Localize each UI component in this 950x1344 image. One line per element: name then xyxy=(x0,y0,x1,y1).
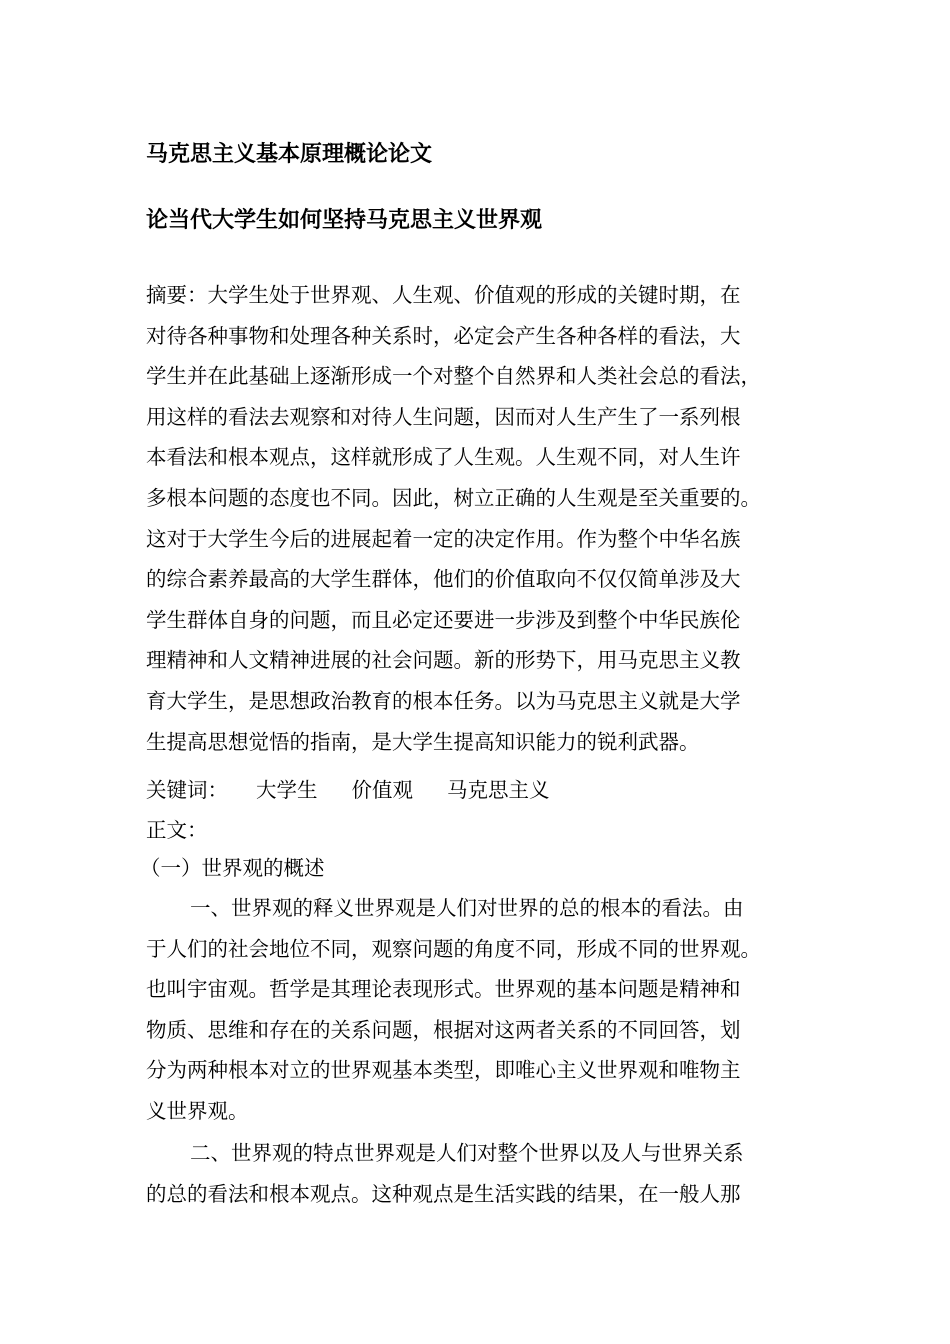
keywords-row xyxy=(146,770,584,810)
keyword: 马克思主义 xyxy=(447,778,550,802)
paragraph-worldview-features xyxy=(146,1133,826,1214)
abstract-line: 生提高思想觉悟的指南，是大学生提高知识能力的锐利武器。 xyxy=(146,729,700,754)
paragraph-line: 分为两种根本对立的世界观基本类型，即唯心主义世界观和唯物主 xyxy=(146,1058,741,1083)
paragraph-line: 义世界观。 xyxy=(146,1098,249,1123)
abstract-line: 本看法和根本观点，这样就形成了人生观。人生观不同，对人生许 xyxy=(146,445,741,470)
abstract-paragraph xyxy=(146,275,826,762)
keywords-label: 关键词： xyxy=(146,778,228,802)
document-subtitle: 论当代大学生如何坚持马克思主义世界观 xyxy=(146,208,543,233)
paragraph-worldview-definition xyxy=(146,888,826,1132)
keyword: 大学生 xyxy=(256,778,318,802)
abstract-line: 摘要：大学生处于世界观、人生观、价值观的形成的关键时期，在 xyxy=(146,283,741,307)
paragraph-line: 一、世界观的释义世界观是人们对世界的总的根本的看法。由 xyxy=(190,896,744,920)
abstract-line: 的综合素养最高的大学生群体，他们的价值取向不仅仅简单涉及大 xyxy=(146,567,741,592)
paragraph-line: 于人们的社会地位不同，观察问题的角度不同，形成不同的世界观。 xyxy=(146,936,761,961)
paragraph-line: 也叫宇宙观。哲学是其理论表现形式。世界观的基本问题是精神和 xyxy=(146,977,741,1002)
section-heading: （一）世界观的概述 xyxy=(140,856,325,880)
paragraph-line: 的总的看法和根本观点。这种观点是生活实践的结果，在一般人那 xyxy=(146,1181,741,1206)
body-label: 正文： xyxy=(146,818,208,842)
document-title: 马克思主义基本原理概论论文 xyxy=(146,142,433,167)
paragraph-line: 物质、思维和存在的关系问题，根据对这两者关系的不同回答，划 xyxy=(146,1017,741,1042)
abstract-line: 理精神和人文精神进展的社会问题。新的形势下，用马克思主义教 xyxy=(146,648,741,673)
abstract-line: 多根本问题的态度也不同。因此，树立正确的人生观是至关重要的。 xyxy=(146,485,761,510)
abstract-line: 这对于大学生今后的进展起着一定的决定作用。作为整个中华名族 xyxy=(146,526,741,551)
abstract-line: 用这样的看法去观察和对待人生问题，因而对人生产生了一系列根 xyxy=(146,404,741,429)
paragraph-line: 二、世界观的特点世界观是人们对整个世界以及人与世界关系 xyxy=(190,1141,744,1165)
keyword: 价值观 xyxy=(351,778,413,802)
abstract-line: 育大学生，是思想政治教育的根本任务。以为马克思主义就是大学 xyxy=(146,688,741,713)
abstract-line: 对待各种事物和处理各种关系时，必定会产生各种各样的看法，大 xyxy=(146,323,741,348)
abstract-line: 学生群体自身的问题，而且必定还要进一步涉及到整个中华民族伦 xyxy=(146,607,741,632)
abstract-line: 学生并在此基础上逐渐形成一个对整个自然界和人类社会总的看法， xyxy=(146,364,761,389)
